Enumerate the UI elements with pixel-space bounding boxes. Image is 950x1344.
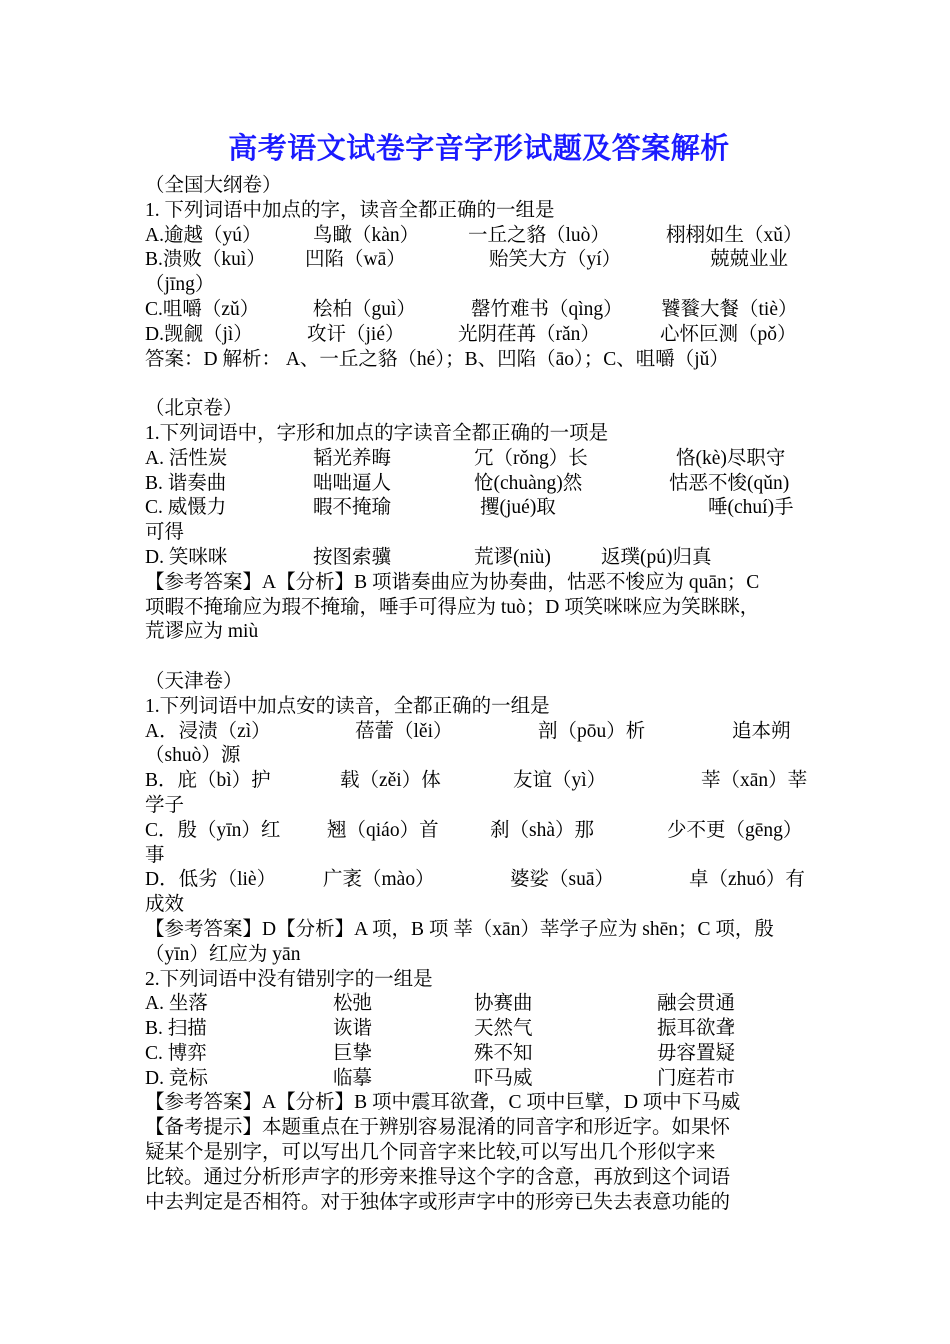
option-row-a xyxy=(145,447,813,472)
document-title: 高考语文试卷字音字形试题及答案解析 xyxy=(228,133,730,165)
option-cell: 毋容置疑 xyxy=(657,1042,736,1064)
option-row-d xyxy=(145,546,813,571)
option-cell: 松弛 xyxy=(333,993,373,1015)
option-cell: 桧柏（guì） xyxy=(313,298,416,320)
answer-text: 【参考答案】D【分析】A 项，B 项 莘（xān）莘学子应为 shēn；C 项，殷 xyxy=(145,918,774,940)
option-cell: 临摹 xyxy=(333,1067,373,1089)
option-cell: A. 活性炭 xyxy=(145,447,228,469)
option-cell: A.逾越（yú） xyxy=(145,224,262,246)
question-text: 1. 下列词语中加点的字，读音全都正确的一组是 xyxy=(145,199,555,221)
option-cell: 友谊（yì） xyxy=(513,770,607,792)
option-cell: 罄竹难书（qìng） xyxy=(471,298,623,320)
option-row-d xyxy=(145,323,813,348)
answer-text: 【参考答案】A【分析】B 项中震耳欲聋，C 项中巨擘，D 项中下马威 xyxy=(145,1092,741,1114)
option-cell: 韬光养晦 xyxy=(313,447,392,469)
option-cell: 巨挚 xyxy=(333,1042,373,1064)
tip-text: 比较。通过分析形声字的形旁来推导这个字的含意，再放到这个词语 xyxy=(145,1166,731,1188)
option-row-c xyxy=(145,298,813,323)
spacer xyxy=(145,645,813,670)
answer-text: 答案：D 解析： A、一丘之貉（hé）；B、凹陷（āo）；C、咀嚼（jǔ） xyxy=(145,348,729,370)
option-continuation: 成效 xyxy=(145,894,185,916)
section-header-national: （全国大纲卷） xyxy=(145,175,282,196)
option-cell: A．浸渍（zì） xyxy=(145,720,271,742)
option-row-c xyxy=(145,819,813,844)
option-cell: 暇不掩瑜 xyxy=(313,497,392,519)
option-cell: 诙谐 xyxy=(333,1018,373,1040)
option-cell: 剖（pōu）析 xyxy=(538,720,646,742)
option-cell: 恪(kè)尽职守 xyxy=(676,447,786,469)
option-cell: 按图索骥 xyxy=(313,546,392,568)
option-cell: 光阴荏苒（rǎn） xyxy=(458,323,600,345)
option-row-a xyxy=(145,992,813,1017)
option-row-b xyxy=(145,1017,813,1042)
answer-text: 【参考答案】A【分析】B 项谐奏曲应为协奏曲，怙恶不悛应为 quān；C xyxy=(145,571,760,593)
option-cell: 鸟瞰（kàn） xyxy=(313,224,420,246)
answer-text: 荒谬应为 miù xyxy=(145,621,259,643)
option-cell: 返璞(pú)归真 xyxy=(601,546,712,568)
option-cell: C. 威慑力 xyxy=(145,497,227,519)
option-cell: 刹（shà）那 xyxy=(490,819,594,841)
option-continuation: （jīng） xyxy=(145,274,215,296)
option-continuation: 事 xyxy=(145,844,165,866)
option-row-b xyxy=(145,472,813,497)
option-cell: 殊不知 xyxy=(474,1042,533,1064)
option-cell: 攫(jué)取 xyxy=(480,497,556,519)
option-continuation: （shuò）源 xyxy=(145,745,241,767)
tip-text: 疑某个是别字，可以写出几个同音字来比较,可以写出几个形似字来 xyxy=(145,1142,716,1164)
option-cell: C. 博弈 xyxy=(145,1042,207,1064)
option-continuation: 学子 xyxy=(145,794,185,816)
option-row-c xyxy=(145,1042,813,1067)
option-cell: D. 竞标 xyxy=(145,1067,208,1089)
option-cell: B．庇（bì）护 xyxy=(145,770,271,792)
option-cell: 一丘之貉（luò） xyxy=(468,224,610,246)
option-cell: 心怀叵测（pǒ） xyxy=(660,323,797,345)
option-cell: 咄咄逼人 xyxy=(313,472,392,494)
option-cell: B. 扫描 xyxy=(145,1018,207,1040)
answer-text: 项暇不掩瑜应为瑕不掩瑜，唾手可得应为 tuò；D 项笑咪咪应为笑眯眯， xyxy=(145,596,760,618)
document-page xyxy=(145,128,813,1215)
option-continuation: 可得 xyxy=(145,522,185,544)
option-row-d xyxy=(145,1067,813,1092)
option-cell: 天然气 xyxy=(474,1018,533,1040)
option-cell: 融会贯通 xyxy=(657,993,736,1015)
option-cell: 怙恶不悛(qǔn) xyxy=(669,472,790,494)
section-header-beijing: （北京卷） xyxy=(145,398,243,420)
tip-text: 【备考提示】本题重点在于辨别容易混淆的同音字和形近字。如果怀 xyxy=(145,1117,731,1139)
option-cell: 凹陷（wā） xyxy=(305,249,406,271)
option-cell: D.觊觎（jì） xyxy=(145,323,253,345)
option-cell: 莘（xān）莘 xyxy=(701,770,808,792)
option-cell: 少不更（gēng） xyxy=(667,819,803,841)
section-header-tianjin: （天津卷） xyxy=(145,670,243,692)
spacer xyxy=(145,372,813,397)
option-cell: 载（zěi）体 xyxy=(340,770,441,792)
answer-text: （yīn）红应为 yān xyxy=(145,943,301,965)
option-cell: 兢兢业业 xyxy=(710,249,789,271)
option-row-d xyxy=(145,868,813,893)
option-cell: 攻讦（jié） xyxy=(307,323,405,345)
option-row-c xyxy=(145,496,813,521)
option-row-a xyxy=(145,224,813,249)
option-row-a xyxy=(145,720,813,745)
option-row-b xyxy=(145,769,813,794)
option-cell: 唾(chuí)手 xyxy=(708,497,794,519)
option-cell: 广袤（mào） xyxy=(323,869,435,891)
question-text: 1.下列词语中加点安的读音，全都正确的一组是 xyxy=(145,695,550,717)
option-row-b xyxy=(145,248,813,273)
option-cell: A. 坐落 xyxy=(145,993,208,1015)
option-cell: D. 笑咪咪 xyxy=(145,546,228,568)
option-cell: C．殷（yīn）红 xyxy=(145,819,281,841)
option-cell: 门庭若市 xyxy=(657,1067,736,1089)
option-cell: D．低劣（liè） xyxy=(145,869,277,891)
option-cell: 蓓蕾（lěi） xyxy=(355,720,453,742)
tip-text: 中去判定是否相符。对于独体字或形声字中的形旁已失去表意功能的 xyxy=(145,1191,731,1213)
option-cell: B.溃败（kuì） xyxy=(145,249,266,271)
option-cell: 冗（rǒng）长 xyxy=(474,447,588,469)
option-cell: 贻笑大方（yí） xyxy=(489,249,622,271)
question-text: 2.下列词语中没有错别字的一组是 xyxy=(145,968,433,990)
option-cell: 婆娑（suā） xyxy=(510,869,614,891)
option-cell: 卓（zhuó）有 xyxy=(689,869,805,891)
question-text: 1.下列词语中，字形和加点的字读音全都正确的一项是 xyxy=(145,422,609,444)
option-cell: 翘（qiáo）首 xyxy=(327,819,439,841)
option-cell: 振耳欲聋 xyxy=(657,1018,736,1040)
option-cell: 怆(chuàng)然 xyxy=(474,472,583,494)
option-cell: 吓马威 xyxy=(474,1067,533,1089)
option-cell: 追本朔 xyxy=(732,720,791,742)
option-cell: B. 谐奏曲 xyxy=(145,472,227,494)
option-cell: 饕餮大餐（tiè） xyxy=(661,298,798,320)
option-cell: 栩栩如生（xǔ） xyxy=(666,224,803,246)
option-cell: 荒谬(niù) xyxy=(474,546,551,568)
option-cell: 协赛曲 xyxy=(474,993,533,1015)
option-cell: C.咀嚼（zǔ） xyxy=(145,298,260,320)
